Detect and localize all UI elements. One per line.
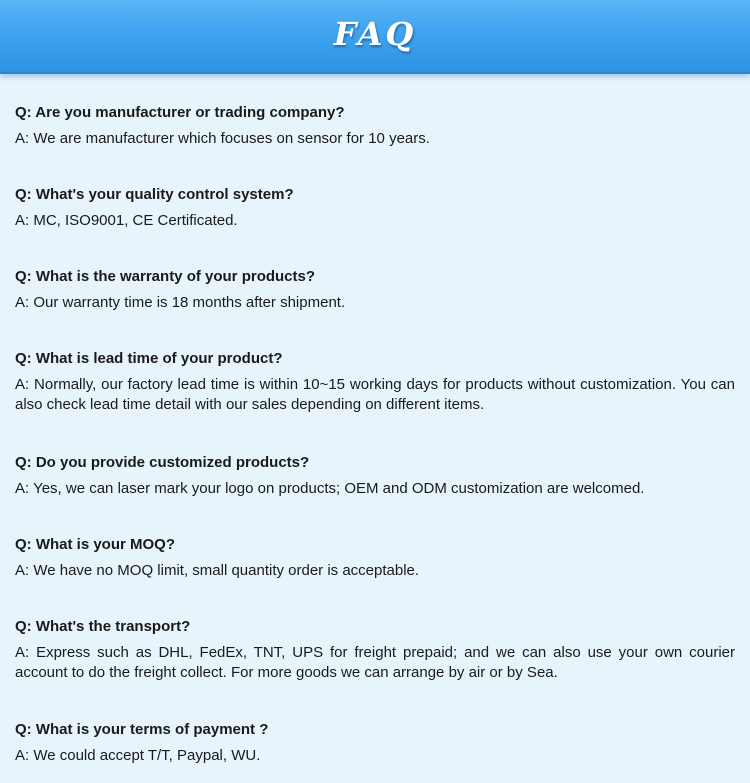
faq-question: Q: What is your MOQ? bbox=[15, 536, 175, 553]
faq-answer: A: Express such as DHL, FedEx, TNT, UPS for freight prepaid; and we can also use your own courier account to do the freight collect. For more goods we can arrange by air or by Sea. bbox=[15, 644, 735, 681]
faq-answer: A: Our warranty time is 18 months after shipment. bbox=[15, 294, 346, 311]
faq-item-payment-terms bbox=[15, 720, 735, 766]
faq-item-warranty bbox=[15, 267, 735, 313]
page-title: FAQ bbox=[333, 15, 417, 53]
faq-item-moq bbox=[15, 535, 735, 581]
faq-item-quality-control bbox=[15, 185, 735, 231]
faq-answer: A: Normally, our factory lead time is within 10~15 working days for products without customization. You can also check lead time detail with our sales depending on different items. bbox=[15, 376, 735, 413]
faq-question: Q: Are you manufacturer or trading company? bbox=[15, 104, 345, 121]
faq-header-banner bbox=[0, 0, 750, 74]
faq-question: Q: Do you provide customized products? bbox=[15, 454, 310, 471]
faq-answer: A: MC, ISO9001, CE Certificated. bbox=[15, 212, 238, 229]
faq-answer: A: We could accept T/T, Paypal, WU. bbox=[15, 747, 261, 764]
faq-answer: A: We have no MOQ limit, small quantity order is acceptable. bbox=[15, 562, 420, 579]
faq-item-customized-products bbox=[15, 453, 735, 499]
faq-item-lead-time bbox=[15, 349, 735, 415]
faq-question: Q: What is the warranty of your products? bbox=[15, 268, 316, 285]
faq-question: Q: What is lead time of your product? bbox=[15, 350, 283, 367]
faq-item-transport bbox=[15, 617, 735, 683]
faq-question: Q: What's the transport? bbox=[15, 618, 191, 635]
faq-answer: A: Yes, we can laser mark your logo on products; OEM and ODM customization are welcomed. bbox=[15, 480, 645, 497]
faq-question: Q: What's your quality control system? bbox=[15, 186, 294, 203]
faq-answer: A: We are manufacturer which focuses on sensor for 10 years. bbox=[15, 130, 430, 147]
faq-question: Q: What is your terms of payment ? bbox=[15, 721, 269, 738]
faq-item-manufacturer bbox=[15, 103, 735, 149]
